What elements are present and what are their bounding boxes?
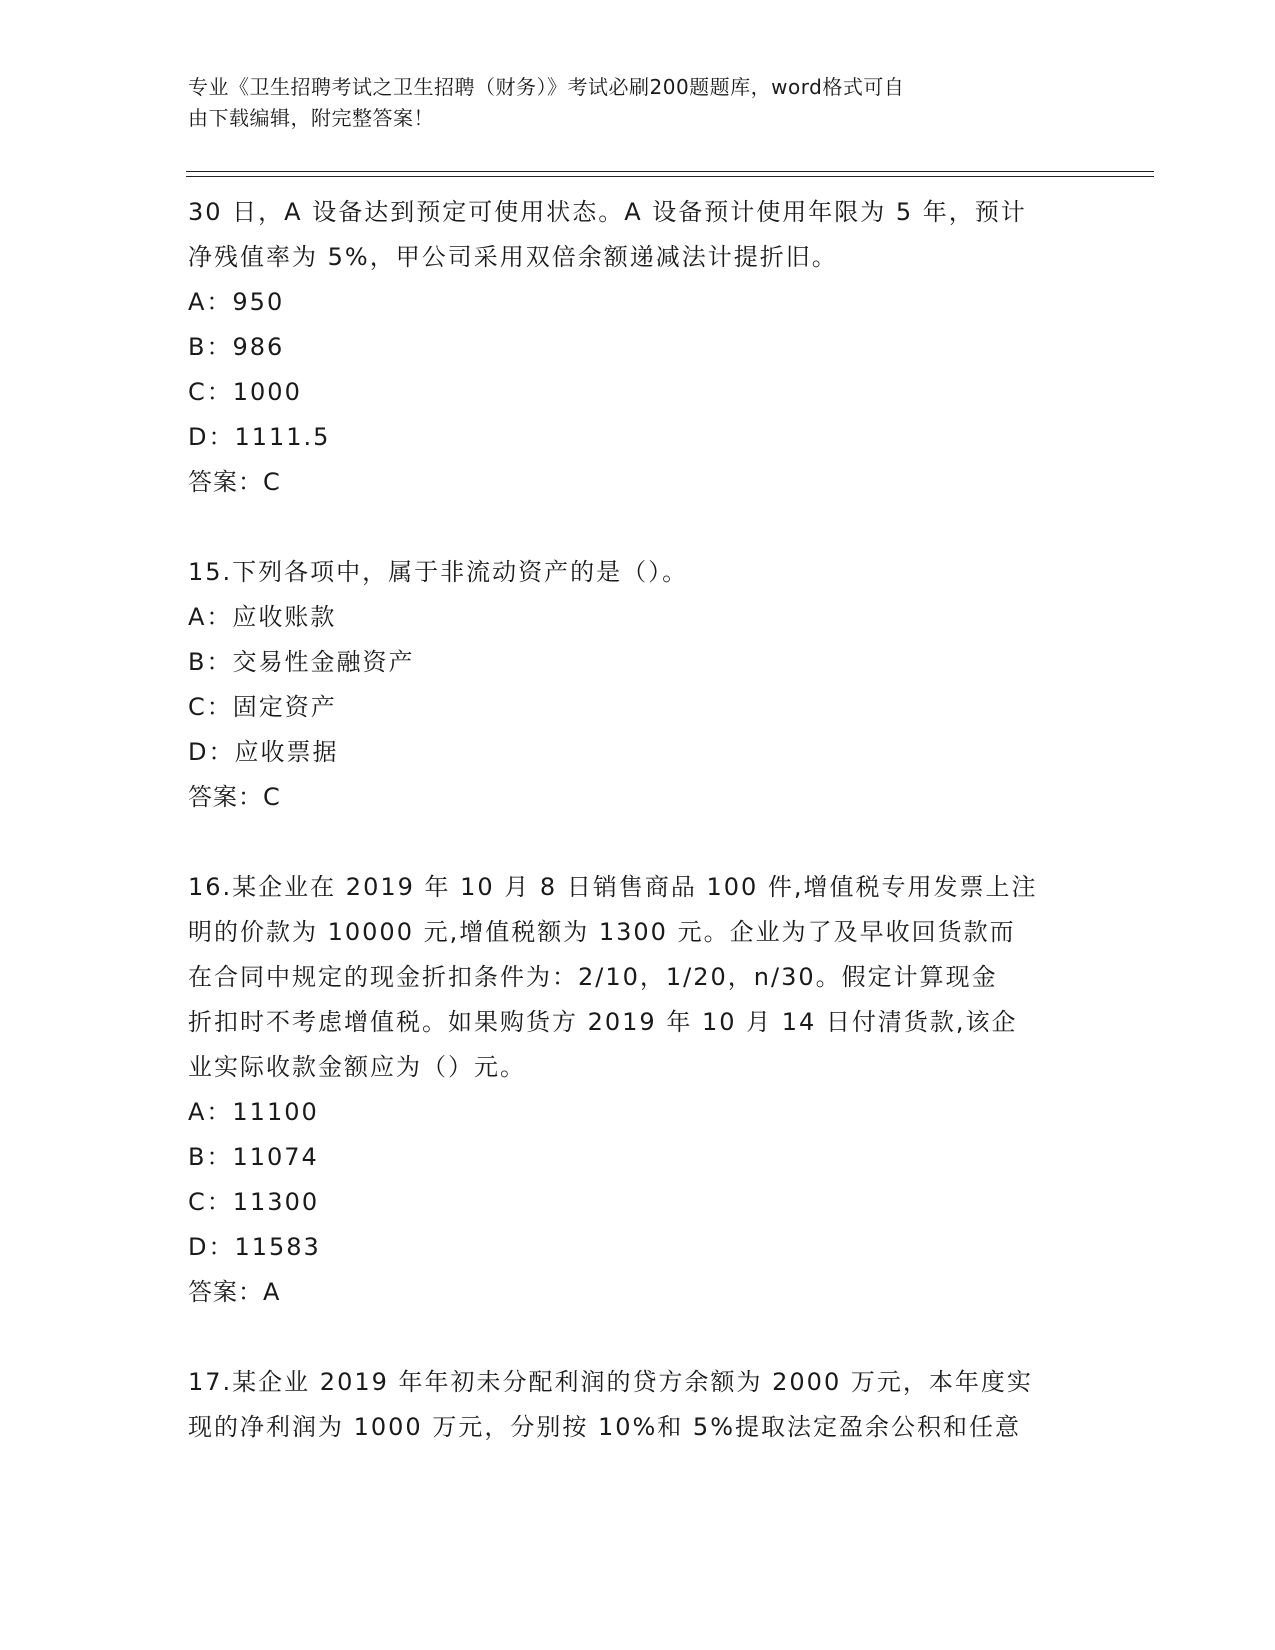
option-a: A：11100 xyxy=(188,1098,319,1126)
option-a: A：950 xyxy=(188,288,285,316)
option-c: C：固定资产 xyxy=(188,693,337,721)
option-d: D：1111.5 xyxy=(188,423,331,451)
question-list xyxy=(188,190,1088,1450)
question-stem-line: 17.某企业 2019 年年初未分配利润的贷方余额为 2000 万元，本年度实 xyxy=(188,1368,1033,1396)
option-d: D：11583 xyxy=(188,1233,321,1261)
option-c: C：11300 xyxy=(188,1188,320,1216)
option-a: A：应收账款 xyxy=(188,603,337,631)
header-rule-top xyxy=(186,171,1154,172)
question-block xyxy=(188,550,1088,820)
header-rule-bottom xyxy=(186,176,1154,177)
question-block xyxy=(188,865,1088,1315)
option-b: B：986 xyxy=(188,333,285,361)
question-stem-line: 折扣时不考虑增值税。如果购货方 2019 年 10 月 14 日付清货款,该企 xyxy=(188,1008,1018,1036)
spacer xyxy=(188,820,1088,865)
option-b: B：11074 xyxy=(188,1143,319,1171)
answer-line: 答案：C xyxy=(188,783,281,811)
header-line: 由下载编辑，附完整答案！ xyxy=(188,106,434,130)
option-d: D：应收票据 xyxy=(188,738,339,766)
spacer xyxy=(188,505,1088,550)
answer-line: 答案：C xyxy=(188,468,281,496)
header-line: 专业《卫生招聘考试之卫生招聘（财务）》考试必刷200题题库，word格式可自 xyxy=(188,75,905,99)
option-c: C：1000 xyxy=(188,378,302,406)
option-b: B：交易性金融资产 xyxy=(188,648,415,676)
question-stem-line: 净残值率为 5%，甲公司采用双倍余额递减法计提折旧。 xyxy=(188,243,838,271)
question-stem-line: 现的净利润为 1000 万元，分别按 10%和 5%提取法定盈余公积和任意 xyxy=(188,1413,1022,1441)
document-header xyxy=(188,72,1088,134)
answer-line: 答案：A xyxy=(188,1278,281,1306)
question-stem-line: 明的价款为 10000 元,增值税额为 1300 元。企业为了及早收回货款而 xyxy=(188,918,1016,946)
question-stem-line: 16.某企业在 2019 年 10 月 8 日销售商品 100 件,增值税专用发票上注 xyxy=(188,873,1038,901)
question-stem-line: 30 日，A 设备达到预定可使用状态。A 设备预计使用年限为 5 年，预计 xyxy=(188,198,1027,226)
question-stem-line: 在合同中规定的现金折扣条件为：2/10，1/20，n/30。假定计算现金 xyxy=(188,963,998,991)
question-stem-line: 15.下列各项中，属于非流动资产的是（）。 xyxy=(188,558,689,586)
question-stem-line: 业实际收款金额应为（）元。 xyxy=(188,1053,526,1081)
question-block xyxy=(188,1360,1088,1450)
spacer xyxy=(188,1315,1088,1360)
question-block xyxy=(188,190,1088,505)
